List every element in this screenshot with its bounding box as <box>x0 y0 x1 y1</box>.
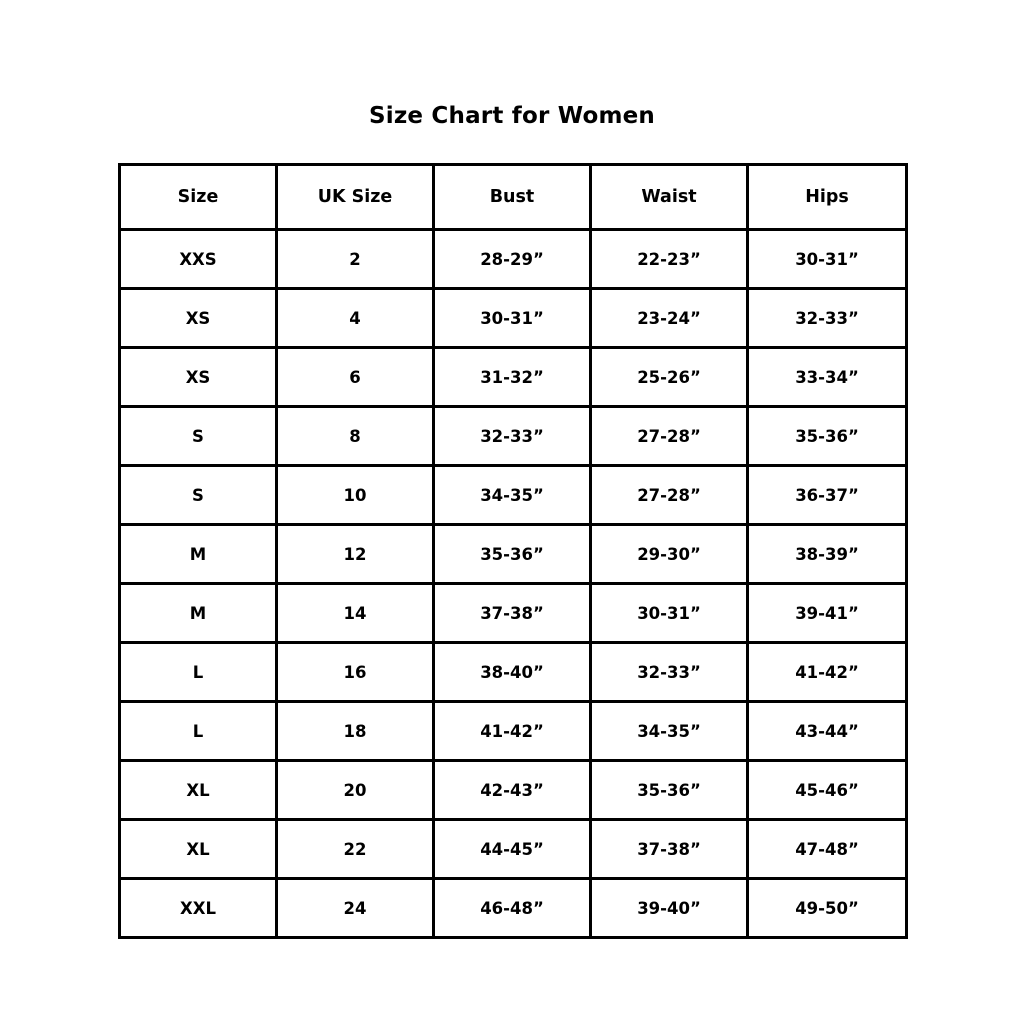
cell-waist: 27-28” <box>591 407 748 466</box>
cell-bust: 30-31” <box>434 289 591 348</box>
cell-hips: 49-50” <box>748 879 907 938</box>
table-row <box>120 584 907 643</box>
cell-waist: 35-36” <box>591 761 748 820</box>
table-row <box>120 407 907 466</box>
cell-bust: 42-43” <box>434 761 591 820</box>
table-row <box>120 525 907 584</box>
cell-waist: 25-26” <box>591 348 748 407</box>
table-row <box>120 643 907 702</box>
cell-size: S <box>120 407 277 466</box>
cell-waist: 39-40” <box>591 879 748 938</box>
cell-uk: 10 <box>277 466 434 525</box>
cell-size: XS <box>120 348 277 407</box>
cell-waist: 23-24” <box>591 289 748 348</box>
table-row <box>120 761 907 820</box>
cell-bust: 28-29” <box>434 230 591 289</box>
cell-uk: 2 <box>277 230 434 289</box>
cell-uk: 22 <box>277 820 434 879</box>
cell-size: XL <box>120 761 277 820</box>
cell-uk: 16 <box>277 643 434 702</box>
table-row <box>120 702 907 761</box>
cell-uk: 18 <box>277 702 434 761</box>
cell-bust: 41-42” <box>434 702 591 761</box>
column-header-hips: Hips <box>748 165 907 230</box>
cell-size: XXL <box>120 879 277 938</box>
cell-size: M <box>120 584 277 643</box>
column-header-waist: Waist <box>591 165 748 230</box>
cell-size: XXS <box>120 230 277 289</box>
table-row <box>120 348 907 407</box>
size-chart-table-wrapper <box>118 163 905 939</box>
column-header-size: Size <box>120 165 277 230</box>
cell-waist: 22-23” <box>591 230 748 289</box>
cell-hips: 39-41” <box>748 584 907 643</box>
table-body <box>120 230 907 938</box>
cell-waist: 37-38” <box>591 820 748 879</box>
cell-hips: 47-48” <box>748 820 907 879</box>
cell-uk: 4 <box>277 289 434 348</box>
cell-waist: 29-30” <box>591 525 748 584</box>
cell-bust: 44-45” <box>434 820 591 879</box>
page-title: Size Chart for Women <box>368 103 655 129</box>
cell-bust: 38-40” <box>434 643 591 702</box>
cell-hips: 35-36” <box>748 407 907 466</box>
cell-hips: 38-39” <box>748 525 907 584</box>
table-row <box>120 289 907 348</box>
cell-size: L <box>120 702 277 761</box>
cell-bust: 31-32” <box>434 348 591 407</box>
table-row <box>120 879 907 938</box>
cell-hips: 41-42” <box>748 643 907 702</box>
cell-size: XS <box>120 289 277 348</box>
cell-bust: 35-36” <box>434 525 591 584</box>
column-header-bust: Bust <box>434 165 591 230</box>
cell-hips: 45-46” <box>748 761 907 820</box>
cell-hips: 43-44” <box>748 702 907 761</box>
cell-size: S <box>120 466 277 525</box>
cell-uk: 20 <box>277 761 434 820</box>
cell-waist: 30-31” <box>591 584 748 643</box>
cell-waist: 32-33” <box>591 643 748 702</box>
table-header-row <box>120 165 907 230</box>
cell-waist: 34-35” <box>591 702 748 761</box>
size-chart-table <box>118 163 908 939</box>
cell-hips: 30-31” <box>748 230 907 289</box>
cell-uk: 14 <box>277 584 434 643</box>
cell-size: L <box>120 643 277 702</box>
table-row <box>120 820 907 879</box>
table-row <box>120 230 907 289</box>
cell-bust: 46-48” <box>434 879 591 938</box>
cell-uk: 24 <box>277 879 434 938</box>
cell-hips: 36-37” <box>748 466 907 525</box>
cell-hips: 33-34” <box>748 348 907 407</box>
table-row <box>120 466 907 525</box>
cell-bust: 37-38” <box>434 584 591 643</box>
cell-waist: 27-28” <box>591 466 748 525</box>
cell-uk: 8 <box>277 407 434 466</box>
cell-size: M <box>120 525 277 584</box>
cell-size: XL <box>120 820 277 879</box>
cell-bust: 32-33” <box>434 407 591 466</box>
cell-uk: 12 <box>277 525 434 584</box>
cell-hips: 32-33” <box>748 289 907 348</box>
table-header <box>120 165 907 230</box>
column-header-uk-size: UK Size <box>277 165 434 230</box>
cell-uk: 6 <box>277 348 434 407</box>
cell-bust: 34-35” <box>434 466 591 525</box>
